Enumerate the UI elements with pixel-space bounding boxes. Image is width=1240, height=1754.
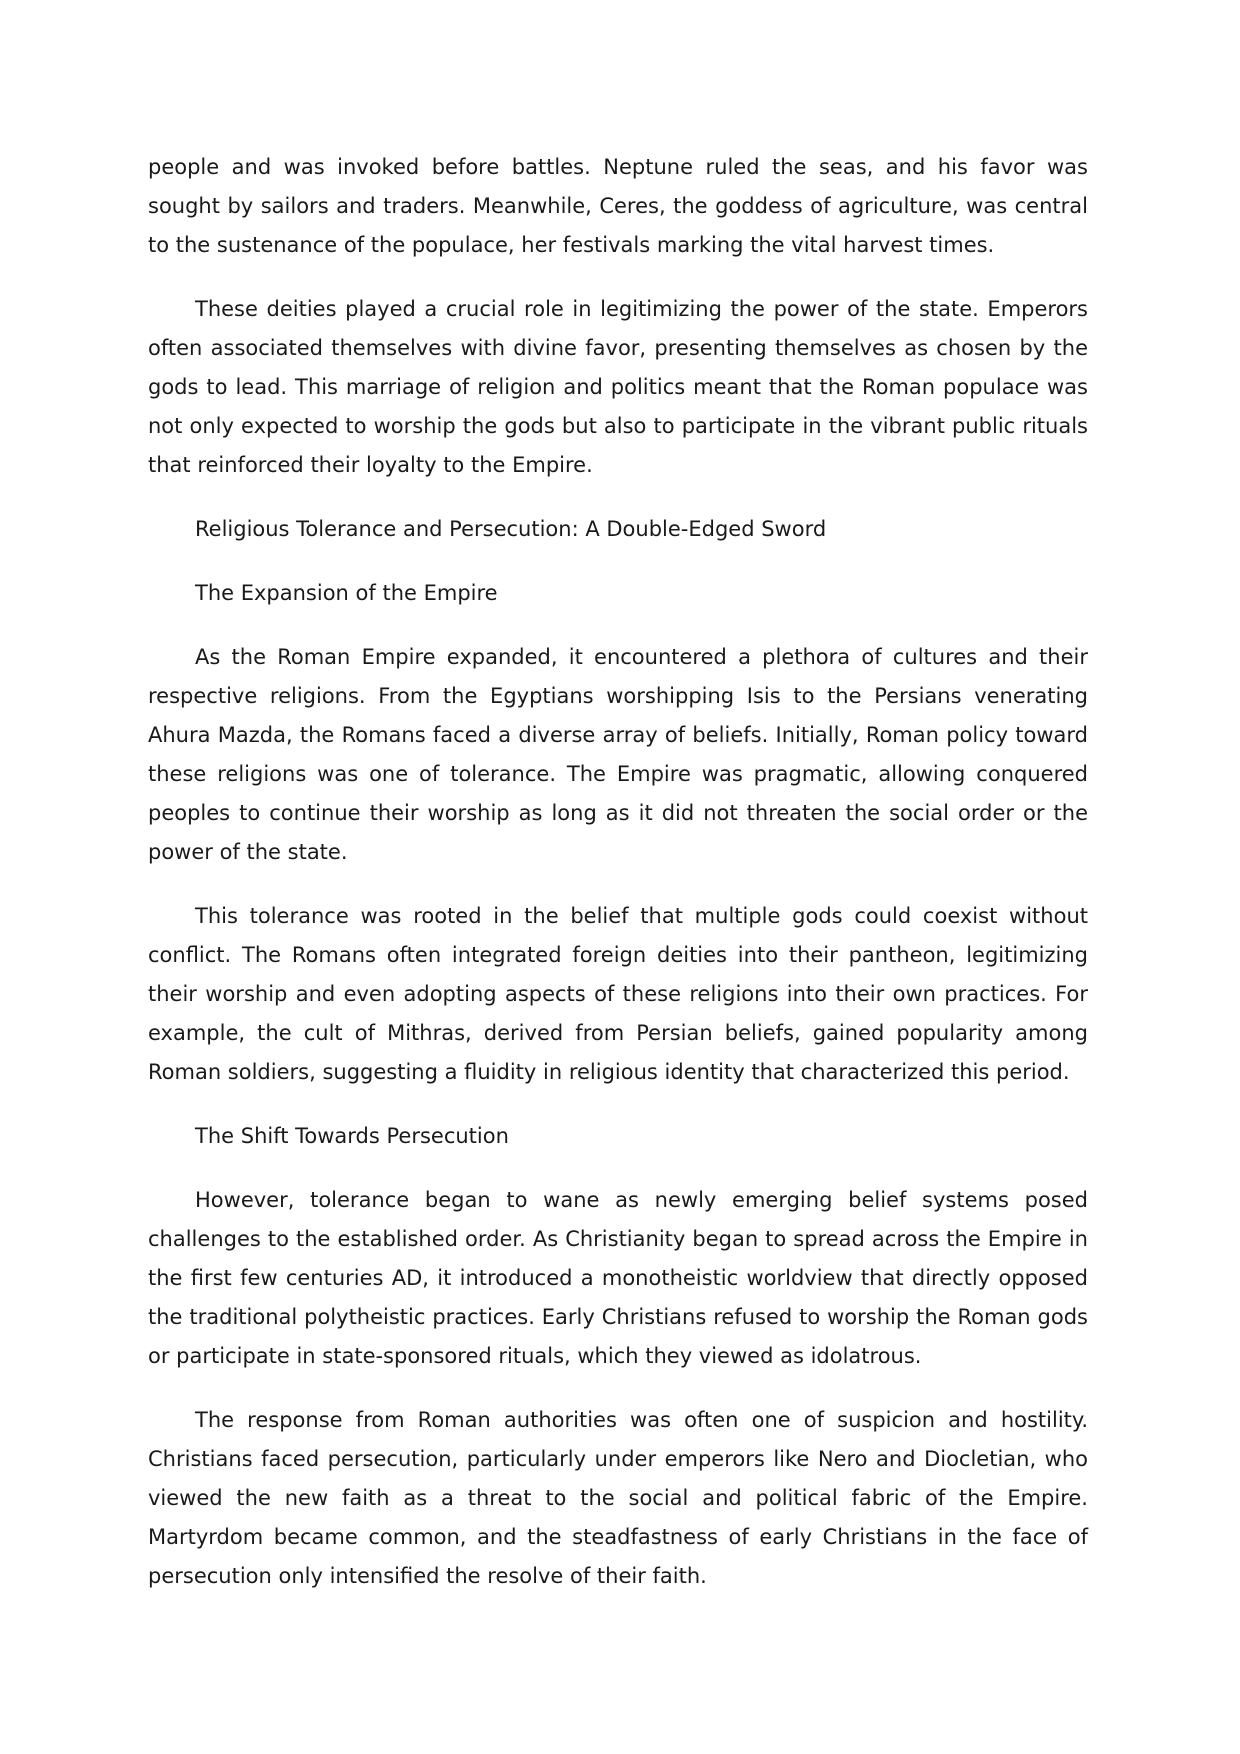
paragraph-expansion: As the Roman Empire expanded, it encountered a plethora of cultures and their respective religions. From the Egyptians worshipping Isis to the Persians venerating Ahura Mazda, the Romans faced a diverse array of beliefs. Initially, Roman policy toward these religions was one of tolerance. The Empire was pragmatic, allowing conquered peoples to continue their worship as long as it did not threaten the social order or the power of the state. xyxy=(148,645,1088,864)
paragraph-tolerance-wane: However, tolerance began to wane as newly emerging belief systems posed challenges to the established order. As Christianity began to spread across the Empire in the first few centuries AD, it introduced a monotheistic worldview that directly opposed the traditional polytheistic practices. Early Christians refused to worship the Roman gods or participate in state-sponsored rituals, which they viewed as idolatrous. xyxy=(148,1188,1088,1368)
paragraph-roman-response: The response from Roman authorities was often one of suspicion and hostility. Christians faced persecution, particularly under emperors like Nero and Diocletian, who viewed the new faith as a threat to the social and political fabric of the Empire. Martyrdom became common, and the steadfastness of early Christians in the face of persecution only intensified the resolve of their faith. xyxy=(148,1408,1088,1588)
paragraph-legitimizing-power: These deities played a crucial role in legitimizing the power of the state. Emperors often associated themselves with divine favor, presenting themselves as chosen by the gods to lead. This marriage of religion and politics meant that the Roman populace was not only expected to worship the gods but also to participate in the vibrant public rituals that reinforced their loyalty to the Empire. xyxy=(148,297,1088,477)
section-heading-tolerance-persecution: Religious Tolerance and Persecution: A Double-Edged Sword xyxy=(195,517,827,541)
paragraph-deities-continued: people and was invoked before battles. Neptune ruled the seas, and his favor was sought by sailors and traders. Meanwhile, Ceres, the goddess of agriculture, was central to the sustenance of the populace, her festivals marking the vital harvest times. xyxy=(148,155,1088,257)
subsection-heading-expansion: The Expansion of the Empire xyxy=(195,581,498,605)
subsection-heading-shift-persecution: The Shift Towards Persecution xyxy=(195,1124,509,1148)
paragraph-tolerance-roots: This tolerance was rooted in the belief that multiple gods could coexist without conflict. The Romans often integrated foreign deities into their pantheon, legitimizing their worship and even adopting aspects of these religions into their own practices. For example, the cult of Mithras, derived from Persian beliefs, gained popularity among Roman soldiers, suggesting a fluidity in religious identity that characterized this period. xyxy=(148,904,1088,1084)
